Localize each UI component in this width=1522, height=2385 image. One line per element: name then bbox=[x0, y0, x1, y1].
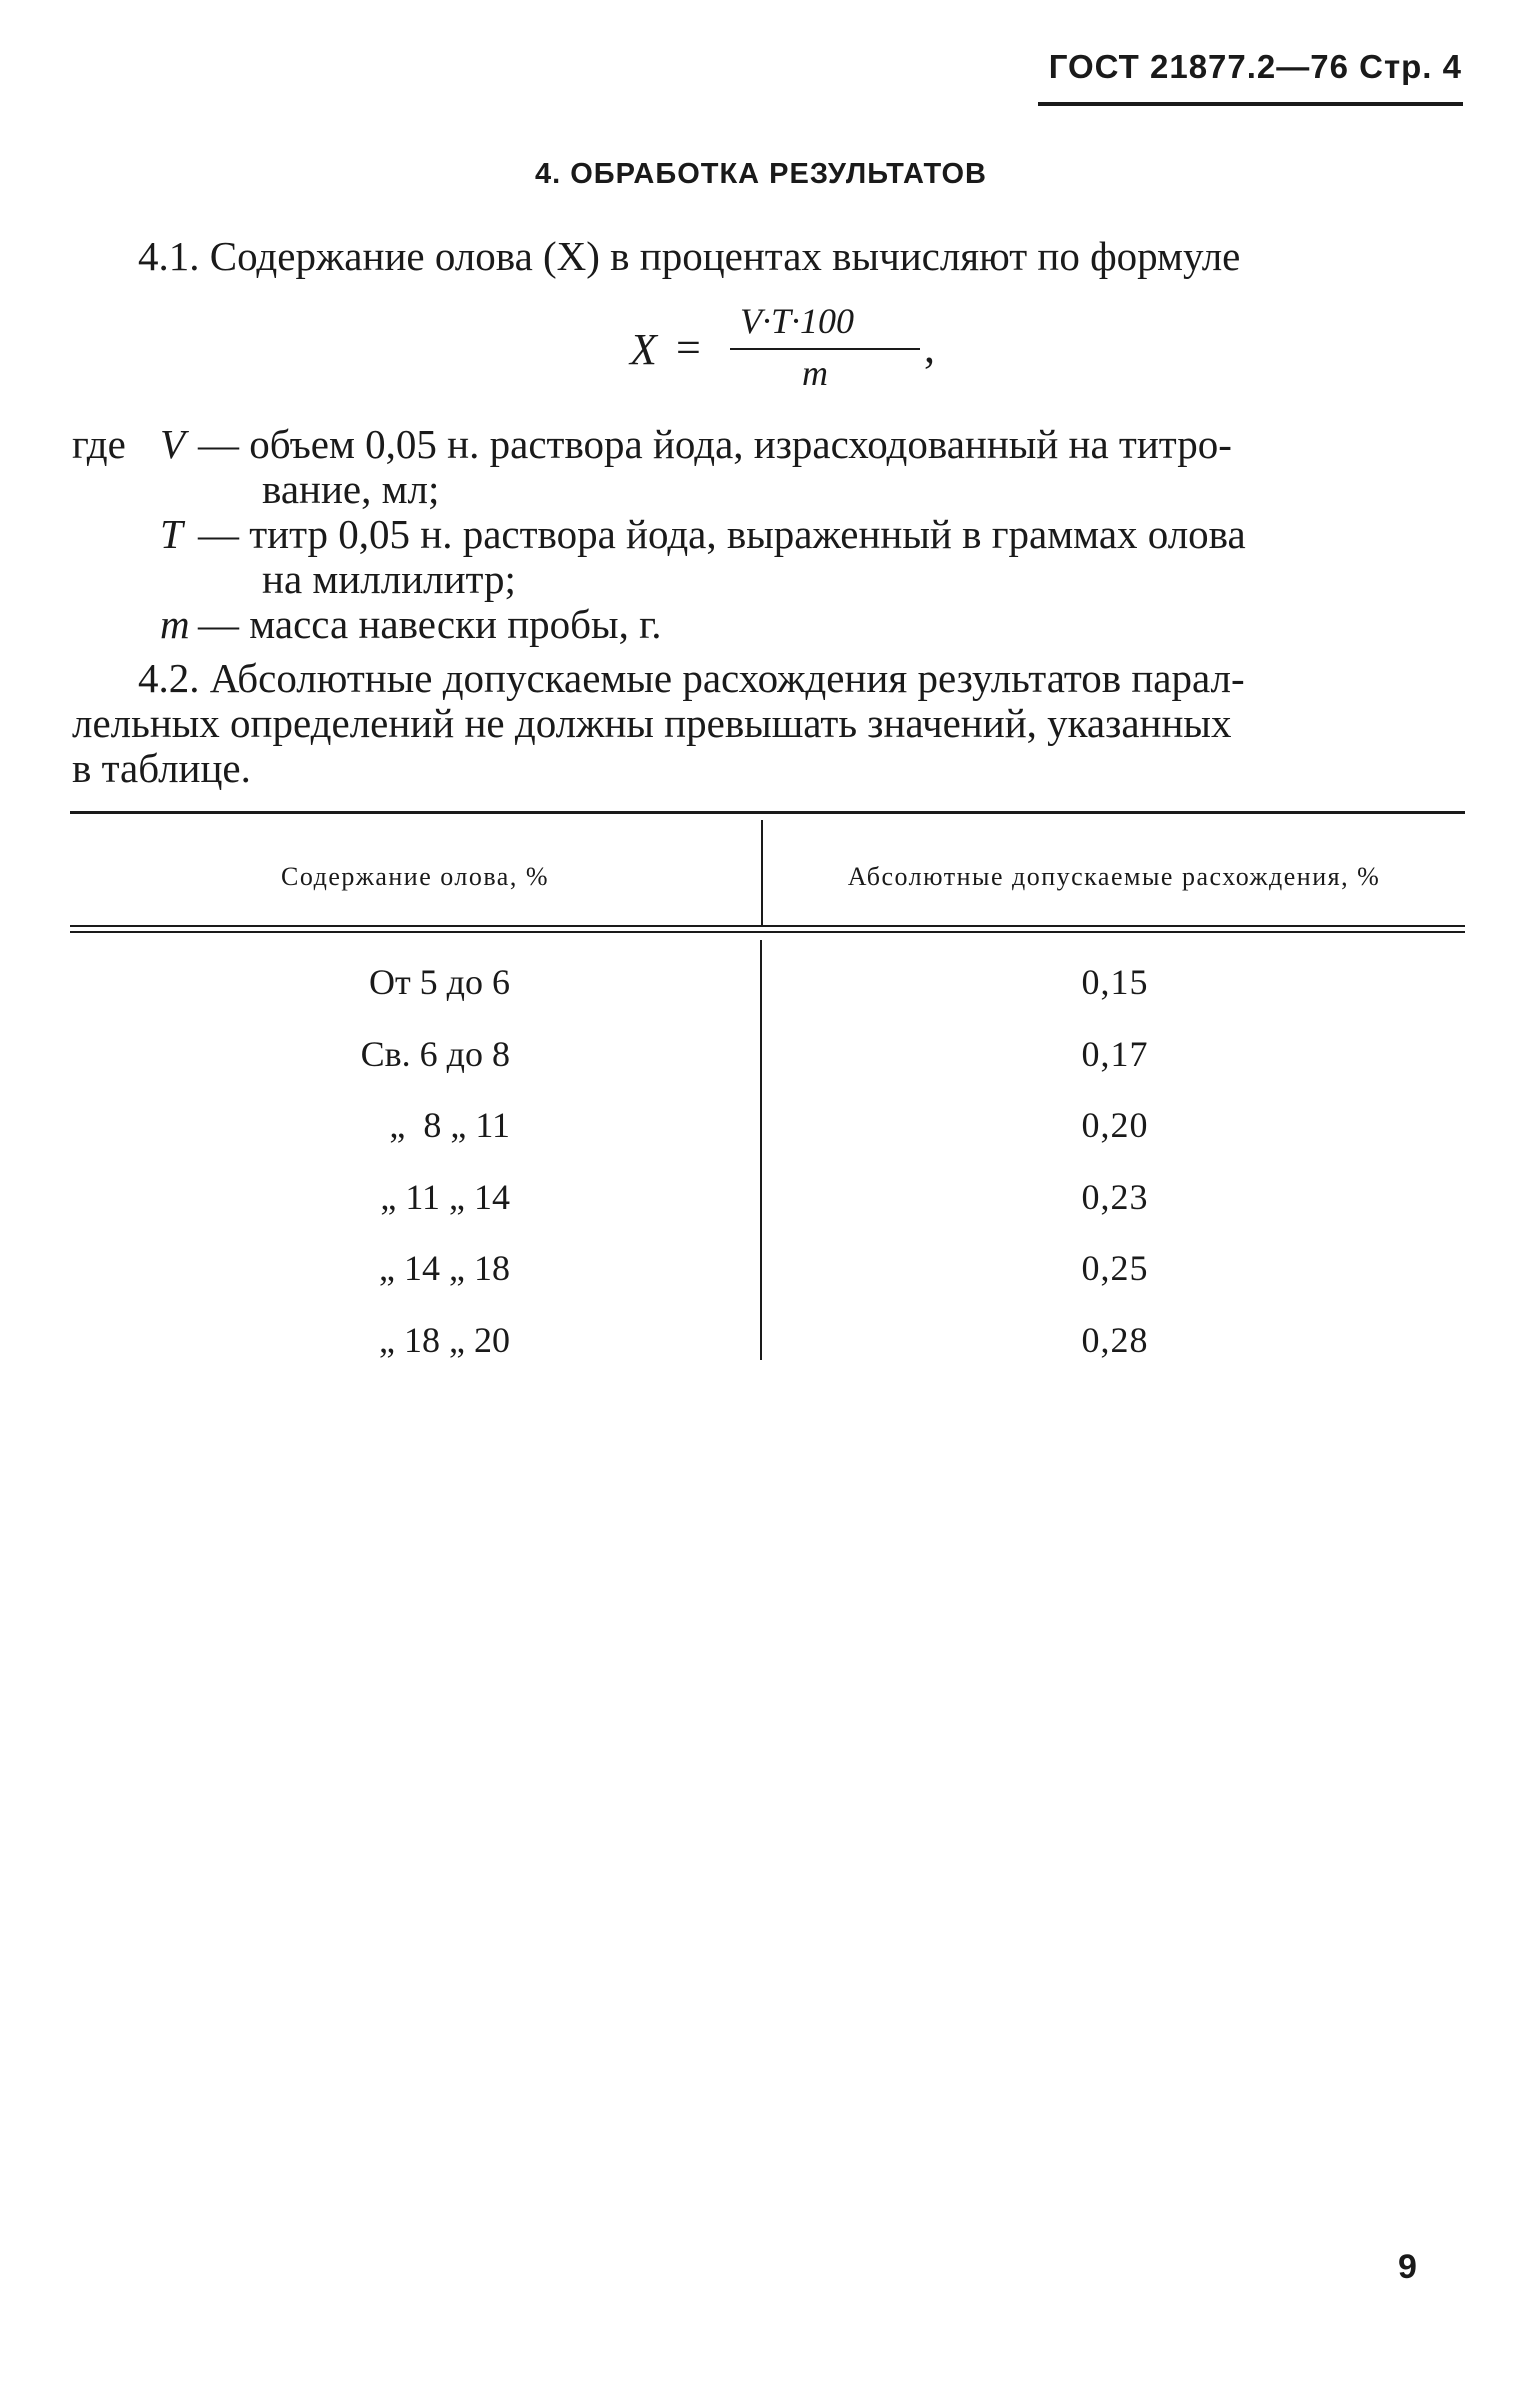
formula-comma: , bbox=[924, 323, 935, 372]
fraction-bar bbox=[730, 348, 920, 350]
paragraph-4-2-line1: 4.2. Абсолютные допускаемые расхождения результатов парал- bbox=[138, 655, 1245, 701]
section-title: 4. ОБРАБОТКА РЕЗУЛЬТАТОВ bbox=[534, 158, 988, 190]
def-m-line1: — масса навески пробы, г. bbox=[198, 601, 662, 647]
table-cell-content: „ 8 „ 11 bbox=[389, 1105, 510, 1145]
table-cell-content: От 5 до 6 bbox=[368, 962, 510, 1002]
def-m-symbol: m bbox=[160, 601, 190, 647]
table-cell-tolerance: 0,20 bbox=[1081, 1105, 1149, 1145]
def-t-line1: — титр 0,05 н. раствора йода, выраженный в граммах олова bbox=[198, 511, 1246, 557]
formula-denominator: m bbox=[802, 353, 828, 393]
header-tin-content: Содержание олова, % bbox=[281, 862, 549, 891]
header-rule-1 bbox=[70, 925, 1465, 927]
formula bbox=[630, 300, 935, 400]
def-t-line2: на миллилитр; bbox=[262, 556, 516, 602]
formula-lhs: X bbox=[630, 325, 657, 374]
paragraph-4-1: 4.1. Содержание олова (X) в процентах вычисляют по формуле bbox=[138, 233, 1241, 279]
body-column-divider bbox=[760, 940, 762, 1360]
def-v-line1: — объем 0,05 н. раствора йода, израсходованный на титро- bbox=[198, 421, 1232, 467]
definitions-where: где bbox=[72, 421, 126, 467]
paragraph-4-2-line3: в таблице. bbox=[72, 745, 251, 791]
def-v-symbol: V bbox=[160, 421, 186, 467]
table-cell-content: Св. 6 до 8 bbox=[360, 1034, 510, 1074]
header-rule-2 bbox=[70, 931, 1465, 933]
table-top-rule bbox=[70, 811, 1465, 814]
table-cell-content: „ 14 „ 18 bbox=[379, 1248, 510, 1288]
table-cell-tolerance: 0,23 bbox=[1081, 1177, 1149, 1217]
def-v-line2: вание, мл; bbox=[262, 466, 440, 512]
page-number: 9 bbox=[1398, 2248, 1417, 2286]
table-cell-content: „ 11 „ 14 bbox=[380, 1177, 510, 1217]
table-cell-content: „ 18 „ 20 bbox=[379, 1320, 510, 1360]
header-rule bbox=[1038, 102, 1463, 106]
standard-header: ГОСТ 21877.2—76 Стр. 4 bbox=[1048, 48, 1462, 85]
table-cell-tolerance: 0,15 bbox=[1081, 962, 1149, 1002]
table-cell-tolerance: 0,17 bbox=[1081, 1034, 1149, 1074]
paragraph-4-2-line2: лельных определений не должны превышать значений, указанных bbox=[72, 700, 1232, 746]
formula-equals: = bbox=[676, 323, 701, 372]
def-t-symbol: T bbox=[160, 511, 183, 557]
formula-numerator: V·T·100 bbox=[740, 301, 855, 341]
table-cell-tolerance: 0,28 bbox=[1081, 1320, 1149, 1360]
table-cell-tolerance: 0,25 bbox=[1081, 1248, 1149, 1288]
header-tolerance: Абсолютные допускаемые расхождения, % bbox=[847, 862, 1381, 891]
